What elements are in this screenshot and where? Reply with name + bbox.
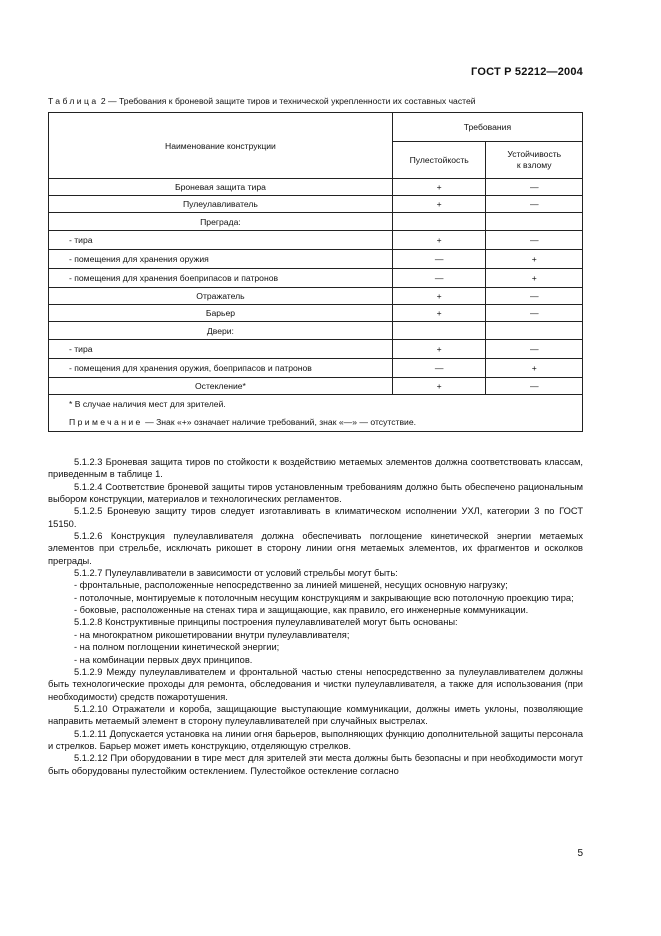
- table-row: [49, 359, 583, 378]
- table-note-row: [49, 413, 583, 432]
- row-bulletproof: +: [392, 378, 486, 395]
- list-item: - потолочные, монтируемые к потолочным несущим конструкциям и закрывающие всю потолочную проекцию тира;: [74, 592, 574, 603]
- paragraph: 5.1.2.7 Пулеулавливатели в зависимости от условий стрельбы могут быть:: [74, 568, 398, 579]
- group-title: Преграда:: [49, 213, 393, 231]
- row-bulletproof: +: [392, 179, 486, 196]
- row-name: Пулеулавливатель: [49, 196, 393, 213]
- row-bulletproof: +: [392, 305, 486, 322]
- paragraph: 5.1.2.5 Броневую защиту тиров следует изготавливать в климатическом исполнении УХЛ, категории 3 по ГОСТ 15150.: [48, 506, 583, 529]
- row-name: - тира: [49, 231, 393, 250]
- list-item: - фронтальные, расположенные непосредственно за линией мишеней, несущих основную нагрузку;: [74, 580, 508, 591]
- row-bulletproof: +: [392, 340, 486, 359]
- table-group-header: [49, 213, 583, 231]
- paragraph: 5.1.2.3 Броневая защита тиров по стойкости к воздействию метаемых элементов должна соответствовать классам, приведенным в таблице 1.: [48, 457, 583, 480]
- row-burglary: +: [486, 250, 583, 269]
- paragraph: 5.1.2.11 Допускается установка на линии огня барьеров, выполняющих функцию дополнительной защиты персонала и стрелков. Барьер может иметь конструкцию, отделяющую стрелков.: [48, 728, 583, 751]
- paragraph: 5.1.2.10 Отражатели и короба, защищающие выступающие коммуникации, должны иметь уклоны, позволяющие направить метаемый элемент в сторону пулеулавливателей при случайных выстрелах.: [48, 703, 583, 727]
- row-burglary: —: [486, 305, 583, 322]
- body-text: [48, 456, 583, 777]
- header-construction-name: Наименование конструкции: [49, 113, 393, 179]
- row-name: - помещения для хранения оружия, боеприпасов и патронов: [49, 359, 393, 378]
- paragraph: 5.1.2.9 Между пулеулавливателем и фронтальной частью стены непосредственно за пулеулавливателем должны быть технологические проходы для ремонта, обследования и чистки пулеулавливателя, а также для использования (при необходимости) средств пожаротушения.: [48, 666, 583, 702]
- table-row: [49, 269, 583, 288]
- row-burglary: +: [486, 359, 583, 378]
- row-bulletproof: —: [392, 250, 486, 269]
- table-caption-prefix: Таблица: [48, 96, 99, 106]
- row-name: - тира: [49, 340, 393, 359]
- list-item: - на многократном рикошетировании внутри пулеулавливателя;: [74, 629, 350, 640]
- row-name: - помещения для хранения оружия: [49, 250, 393, 269]
- page-number: 5: [577, 848, 583, 859]
- list-item: - на комбинации первых двух принципов.: [74, 654, 253, 665]
- table-row: [49, 305, 583, 322]
- paragraph: 5.1.2.8 Конструктивные принципы построения пулеулавливателей могут быть основаны:: [74, 617, 458, 628]
- row-burglary: —: [486, 231, 583, 250]
- table-row: [49, 250, 583, 269]
- row-name: Остекление*: [49, 378, 393, 395]
- row-burglary: —: [486, 288, 583, 305]
- row-burglary: —: [486, 340, 583, 359]
- row-bulletproof: +: [392, 231, 486, 250]
- row-bulletproof: —: [392, 359, 486, 378]
- table-note: Примечание — Знак «+» означает наличие требований, знак «—» — отсутствие.: [49, 413, 583, 432]
- table-footnote: * В случае наличия мест для зрителей.: [49, 395, 583, 414]
- table-footnote-row: [49, 395, 583, 414]
- row-name: - помещения для хранения боеприпасов и патронов: [49, 269, 393, 288]
- row-name: Броневая защита тира: [49, 179, 393, 196]
- row-name: Отражатель: [49, 288, 393, 305]
- list-item: - боковые, расположенные на стенах тира и защищающие, как правило, его инженерные коммуникации.: [74, 605, 529, 616]
- row-bulletproof: +: [392, 288, 486, 305]
- row-burglary: —: [486, 378, 583, 395]
- row-burglary: —: [486, 196, 583, 213]
- document-code: ГОСТ Р 52212—2004: [471, 66, 583, 78]
- table-row: [49, 378, 583, 395]
- row-bulletproof: +: [392, 196, 486, 213]
- table-row: [49, 179, 583, 196]
- header-requirements: Требования: [392, 113, 582, 142]
- row-burglary: +: [486, 269, 583, 288]
- table-caption: [48, 96, 608, 106]
- header-burglary-resistance: Устойчивость к взлому: [486, 142, 583, 179]
- row-bulletproof: —: [392, 269, 486, 288]
- list-item: - на полном поглощении кинетической энергии;: [74, 642, 280, 653]
- paragraph: 5.1.2.4 Соответствие броневой защиты тиров установленным требованиям должно быть обеспечено рациональным выбором конструкции, материалов и технологических регламентов.: [48, 481, 583, 505]
- group-title: Двери:: [49, 322, 393, 340]
- table-group-header: [49, 322, 583, 340]
- table-row: [49, 196, 583, 213]
- paragraph: 5.1.2.6 Конструкция пулеулавливателя должна обеспечивать поглощение кинетической энергии метаемых элементов при стрельбе, исключать рикошет в сторону линии огня метаемых элементов, их фрагментов и осколков преграды.: [48, 531, 583, 566]
- paragraph: 5.1.2.12 При оборудовании в тире мест для зрителей эти места должны быть безопасны и при необходимости могут быть оборудованы пулестойким остеклением. Пулестойкое остекление согласно: [48, 753, 583, 776]
- table-caption-text: 2 — Требования к броневой защите тиров и технической укрепленности их составных частей: [98, 96, 476, 106]
- header-bulletproof: Пулестойкость: [392, 142, 486, 179]
- table-row: [49, 231, 583, 250]
- row-burglary: —: [486, 179, 583, 196]
- table-row: [49, 340, 583, 359]
- table-row: [49, 288, 583, 305]
- requirements-table: [48, 112, 583, 432]
- row-name: Барьер: [49, 305, 393, 322]
